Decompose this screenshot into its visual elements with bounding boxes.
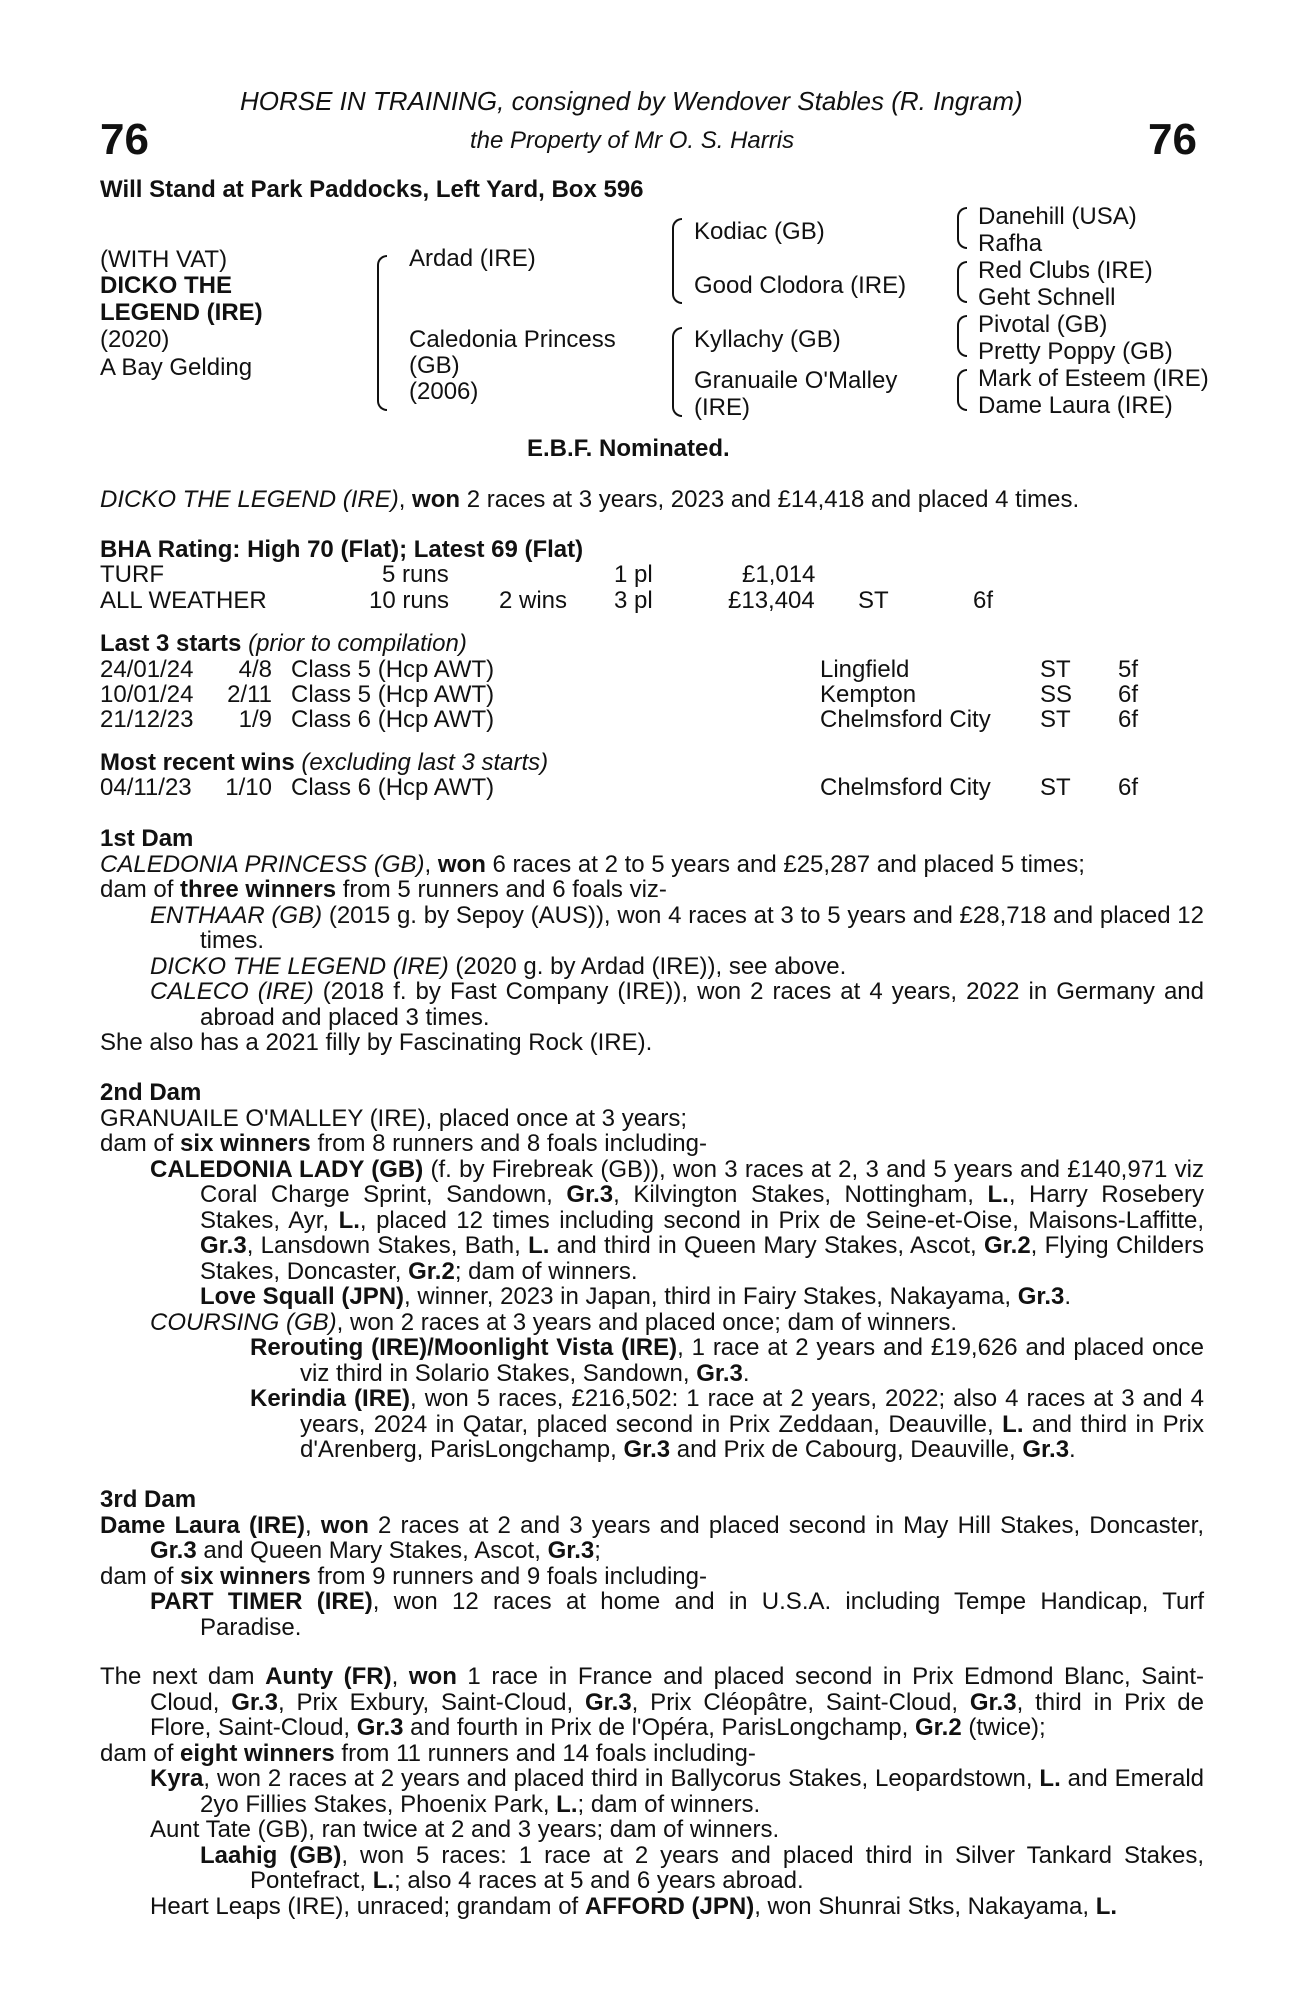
sire-dam: Good Clodora (IRE) (694, 272, 907, 299)
start-position: 1/9 (238, 706, 272, 733)
horse-name-line2: LEGEND (IRE) (100, 299, 263, 326)
start-distance: 5f (1118, 656, 1139, 683)
start-course: Chelmsford City (820, 706, 991, 733)
last-starts-heading: Last 3 starts (prior to compilation) (100, 630, 467, 657)
lot-number-right: 76 (1148, 115, 1197, 164)
recent-wins-heading: Most recent wins (excluding last 3 starts) (100, 749, 549, 776)
rating-title: BHA Rating: High 70 (Flat); Latest 69 (Flat) (100, 536, 584, 563)
offspring-entry: ENTHAAR (GB) (2015 g. by Sepoy (AUS)), won 4 races at 3 to 5 years and £28,718 and placed 12 times. (150, 901, 1205, 954)
dd-dam: Dame Laura (IRE) (978, 392, 1173, 419)
aw-distance: 6f (973, 587, 994, 614)
turf-prize: £1,014 (742, 561, 816, 588)
aw-prize: £13,404 (728, 587, 815, 614)
summary-record: 2 races at 3 years, 2023 and £14,418 and placed 4 times. (460, 486, 1080, 513)
offspring-entry: Kyra, won 2 races at 2 years and placed third in Ballycorus Stakes, Leopardstown, L. and Emerald 2yo Fillies Stakes, Phoenix Park, L.; dam of winners. (150, 1765, 1205, 1818)
start-date: 10/01/24 (100, 681, 194, 708)
offspring-entry: Heart Leaps (IRE), unraced; grandam of AFFORD (JPN), won Shunrai Stks, Nakayama, L. (150, 1892, 1118, 1920)
third-dam-heading: 3rd Dam (100, 1486, 197, 1513)
start-date: 24/01/24 (100, 656, 194, 683)
owner-line: the Property of Mr O. S. Harris (470, 127, 795, 154)
summary-horse-name: DICKO THE LEGEND (IRE) (100, 486, 399, 513)
aw-label: ALL WEATHER (100, 587, 267, 614)
third-dam-section: 3rd Dam Dame Laura (IRE), won 2 races at 2 and 3 years and placed second in May Hill Stakes, Doncaster, Gr.3 and Queen Mary Stakes, Ascot, Gr.3; dam of six winners from 9 runners and 9 foals including- PART TIMER (IRE), won 12 races at home and in U.S.A. including Tempe Handicap, Turf Paradise. (100, 1486, 1205, 1641)
dam-name-line2: (GB) (409, 352, 460, 379)
brace-ds (957, 315, 967, 357)
win-going: ST (1040, 774, 1071, 801)
offspring-entry: Love Squall (JPN), winner, 2023 in Japan, third in Fairy Stakes, Nakayama, Gr.3. (200, 1283, 1072, 1310)
offspring-entry: Laahig (GB), won 5 races: 1 race at 2 years and placed third in Silver Tankard Stakes, Pontefract, L.; also 4 races at 5 and 6 years abroad. (200, 1841, 1205, 1894)
second-dam-name: GRANUAILE O'MALLEY (IRE), placed once at 3 years; (100, 1104, 688, 1132)
sire-name: Ardad (IRE) (409, 245, 536, 272)
horse-year: (2020) (100, 326, 170, 353)
offspring-entry: CALEDONIA LADY (GB) (f. by Firebreak (GB)), won 3 races at 2, 3 and 5 years and £140,971 viz Coral Charge Sprint, Sandown, Gr.3, Kilvington Stakes, Nottingham, L., Harry Rosebery Stakes, Ayr, L., placed 12 times including second in Prix de Seine-et-Oise, Maisons-Laffitte, Gr.3, Lansdown Stakes, Bath, L. and third in Queen Mary Stakes, Ascot, Gr.2, Flying Childers Stakes, Doncaster, Gr.2; dam of winners. (150, 1155, 1205, 1285)
next-dam-name: Aunty (FR) (265, 1663, 392, 1690)
summary-won: won (412, 486, 461, 513)
offspring-entry: Aunt Tate (GB), ran twice at 2 and 3 years; dam of winners. (150, 1816, 780, 1843)
dd-sire: Mark of Esteem (IRE) (978, 365, 1209, 392)
sd-dam: Geht Schnell (978, 284, 1116, 311)
win-distance: 6f (1118, 774, 1139, 801)
start-date: 21/12/23 (100, 706, 194, 733)
start-race: Class 6 (Hcp AWT) (291, 706, 495, 733)
ebf-note: E.B.F. Nominated. (527, 435, 730, 462)
start-race: Class 5 (Hcp AWT) (291, 681, 495, 708)
win-date: 04/11/23 (100, 774, 192, 801)
turf-runs: 5 runs (382, 561, 449, 588)
first-dam-name: CALEDONIA PRINCESS (GB) (100, 850, 425, 878)
start-course: Lingfield (820, 656, 910, 683)
next-dam-section: The next dam Aunty (FR), won 1 race in France and placed second in Prix Edmond Blanc, Saint-Cloud, Gr.3, Prix Exbury, Saint-Cloud, Gr.3, Prix Cléopâtre, Saint-Cloud, Gr.3, third in Prix de Flore, Saint-Cloud, Gr.3 and fourth in Prix de l'Opéra, ParisLongchamp, Gr.2 (twice); dam of eight winners from 11 runners and 14 foals including- Kyra, won 2 races at 2 years and placed third in Ballycorus Stakes, Leopardstown, L. and Emerald 2yo Fillies Stakes, Phoenix Park, L.; dam of winners. Aunt Tate (GB), ran twice at 2 and 3 years; dam of winners. Laahig (GB), won 5 races: 1 race at 2 years and placed third in Silver Tankard Stakes, Pontefract, L.; also 4 races at 5 and 6 years abroad. Heart Leaps (IRE), unraced; grandam of AFFORD (JPN), won Shunrai Stks, Nakayama, L. (100, 1663, 1205, 1920)
start-distance: 6f (1118, 706, 1139, 733)
offspring-entry: PART TIMER (IRE), won 12 races at home and in U.S.A. including Tempe Handicap, Turf Paradise. (150, 1588, 1205, 1641)
stand-location: Will Stand at Park Paddocks, Left Yard, Box 596 (100, 176, 644, 203)
brace-sd (957, 261, 967, 303)
offspring-entry: DICKO THE LEGEND (IRE) (2020 g. by Ardad (IRE)), see above. (150, 952, 847, 980)
aw-placed: 3 pl (614, 587, 653, 614)
start-going: SS (1040, 681, 1073, 708)
second-dam-heading: 2nd Dam (100, 1079, 202, 1106)
ds-sire: Pivotal (GB) (978, 311, 1108, 338)
brace-dd (957, 369, 967, 411)
start-distance: 6f (1118, 681, 1139, 708)
second-dam-section: 2nd Dam GRANUAILE O'MALLEY (IRE), placed once at 3 years; dam of six winners from 8 runners and 8 foals including- CALEDONIA LADY (GB) (f. by Firebreak (GB)), won 3 races at 2, 3 and 5 years and £140,971 viz Coral Charge Sprint, Sandown, Gr.3, Kilvington Stakes, Nottingham, L., Harry Rosebery Stakes, Ayr, L., placed 12 times including second in Prix de Seine-et-Oise, Maisons-Laffitte, Gr.3, Lansdown Stakes, Bath, L. and third in Queen Mary Stakes, Ascot, Gr.2, Flying Childers Stakes, Doncaster, Gr.2; dam of winners. Love Squall (JPN), winner, 2023 in Japan, third in Fairy Stakes, Nakayama, Gr.3. COURSING (GB), won 2 races at 3 years and placed once; dam of winners. Rerouting (IRE)/Moonlight Vista (IRE), 1 race at 2 years and £19,626 and placed once viz third in Solario Stakes, Sandown, Gr.3. Kerindia (IRE), won 5 races, £216,502: 1 race at 2 years, 2022; also 4 races at 3 and 4 years, 2024 in Qatar, placed second in Prix Zeddaan, Deauville, L. and third in Prix d'Arenberg, ParisLongchamp, Gr.3 and Prix de Cabourg, Deauville, Gr.3. (100, 1079, 1205, 1463)
dam-dam-line1: Granuaile O'Malley (694, 367, 898, 394)
sd-sire: Red Clubs (IRE) (978, 257, 1153, 284)
start-race: Class 5 (Hcp AWT) (291, 656, 495, 683)
offspring-entry: Rerouting (IRE)/Moonlight Vista (IRE), 1 race at 2 years and £19,626 and placed once viz third in Solario Stakes, Sandown, Gr.3. (250, 1334, 1204, 1387)
win-position: 1/10 (225, 774, 272, 801)
ss-dam: Rafha (978, 230, 1043, 257)
turf-placed: 1 pl (614, 561, 653, 588)
ds-dam: Pretty Poppy (GB) (978, 338, 1173, 365)
start-course: Kempton (820, 681, 917, 708)
horse-description: A Bay Gelding (100, 354, 253, 381)
turf-label: TURF (100, 561, 164, 588)
start-going: ST (1040, 656, 1071, 683)
start-going: ST (1040, 706, 1071, 733)
third-dam-name: Dame Laura (IRE) (100, 1511, 306, 1539)
win-race: Class 6 (Hcp AWT) (291, 774, 495, 801)
brace-dam (672, 327, 682, 417)
start-position: 2/11 (227, 681, 272, 708)
horse-name-line1: DICKO THE (100, 272, 232, 299)
aw-going: ST (858, 587, 889, 614)
start-position: 4/8 (238, 656, 272, 683)
lot-number-left: 76 (100, 115, 149, 164)
win-course: Chelmsford City (820, 774, 991, 801)
ss-sire: Danehill (USA) (978, 203, 1137, 230)
brace-gen1 (377, 255, 387, 411)
offspring-entry: COURSING (GB), won 2 races at 3 years and placed once; dam of winners. (150, 1308, 958, 1336)
dam-name-line1: Caledonia Princess (409, 326, 616, 353)
brace-sire (672, 218, 682, 304)
aw-wins: 2 wins (499, 587, 568, 614)
first-dam-note: She also has a 2021 filly by Fascinating Rock (IRE). (100, 1029, 653, 1056)
offspring-entry: CALECO (IRE) (2018 f. by Fast Company (IRE)), won 2 races at 4 years, 2022 in Germany and abroad and placed 3 times. (150, 978, 1205, 1031)
dam-sire: Kyllachy (GB) (694, 326, 841, 353)
race-summary: DICKO THE LEGEND (IRE), won 2 races at 3 years, 2023 and £14,418 and placed 4 times. (100, 486, 1080, 513)
vat-note: (WITH VAT) (100, 246, 228, 273)
first-dam-heading: 1st Dam (100, 825, 194, 852)
first-dam-section: 1st Dam CALEDONIA PRINCESS (GB), won 6 races at 2 to 5 years and £25,287 and placed 5 times; dam of three winners from 5 runners and 6 foals viz- ENTHAAR (GB) (2015 g. by Sepoy (AUS)), won 4 races at 3 to 5 years and £28,718 and placed 12 times. DICKO THE LEGEND (IRE) (2020 g. by Ardad (IRE)), see above. CALECO (IRE) (2018 f. by Fast Company (IRE)), won 2 races at 4 years, 2022 in Germany and abroad and placed 3 times. She also has a 2021 filly by Fascinating Rock (IRE). (100, 825, 1205, 1056)
consignment-line: HORSE IN TRAINING, consigned by Wendover Stables (R. Ingram) (240, 86, 1023, 116)
sire-sire: Kodiac (GB) (694, 218, 825, 245)
aw-runs: 10 runs (369, 587, 450, 614)
dam-year: (2006) (409, 378, 479, 405)
offspring-entry: Kerindia (IRE), won 5 races, £216,502: 1 race at 2 years, 2022; also 4 races at 3 and 4 years, 2024 in Qatar, placed second in Prix Zeddaan, Deauville, L. and third in Prix d'Arenberg, ParisLongchamp, Gr.3 and Prix de Cabourg, Deauville, Gr.3. (250, 1385, 1204, 1463)
dam-dam-line2: (IRE) (694, 394, 750, 421)
brace-ss (957, 207, 967, 249)
